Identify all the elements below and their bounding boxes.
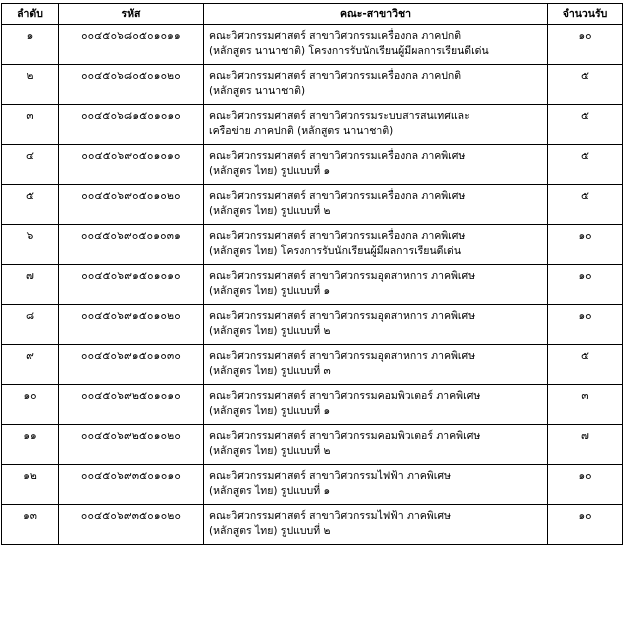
header-quota: จำนวนรับ [548, 4, 623, 25]
faculty-line-2: (หลักสูตร ไทย) รูปแบบที่ ๑ [209, 165, 331, 177]
row-order: ๑๑ [2, 425, 59, 465]
header-order: ลำดับ [2, 4, 59, 25]
row-code: ๐๐๔๕๐๖๙๑๕๐๑๐๑๐ [59, 265, 204, 305]
row-order: ๑๓ [2, 505, 59, 545]
row-faculty-major [204, 185, 548, 225]
row-quota: ๑๐ [548, 265, 623, 305]
faculty-line-1: คณะวิศวกรรมศาสตร์ สาขาวิศวกรรมไฟฟ้า ภาคพิเศษ [209, 470, 451, 482]
row-quota: ๕ [548, 65, 623, 105]
row-order: ๙ [2, 345, 59, 385]
table-header-row [2, 4, 623, 25]
row-faculty-major [204, 145, 548, 185]
row-quota: ๗ [548, 425, 623, 465]
faculty-line-2: (หลักสูตร ไทย) รูปแบบที่ ๒ [209, 205, 331, 217]
row-code: ๐๐๔๕๐๖๙๐๕๐๑๐๑๐ [59, 145, 204, 185]
row-quota: ๕ [548, 145, 623, 185]
faculty-line-2: (หลักสูตร ไทย) รูปแบบที่ ๒ [209, 525, 331, 537]
row-order: ๘ [2, 305, 59, 345]
row-order: ๑ [2, 25, 59, 65]
faculty-line-1: คณะวิศวกรรมศาสตร์ สาขาวิศวกรรมเครื่องกล ภาคปกติ [209, 30, 462, 42]
row-faculty-major [204, 225, 548, 265]
faculty-line-1: คณะวิศวกรรมศาสตร์ สาขาวิศวกรรมอุตสาหการ ภาคพิเศษ [209, 270, 476, 282]
faculty-line-2: (หลักสูตร ไทย) รูปแบบที่ ๑ [209, 485, 331, 497]
row-order: ๗ [2, 265, 59, 305]
row-faculty-major [204, 25, 548, 65]
row-faculty-major [204, 105, 548, 145]
row-faculty-major [204, 345, 548, 385]
row-code: ๐๐๔๕๐๖๙๐๕๐๑๐๓๑ [59, 225, 204, 265]
faculty-line-1: คณะวิศวกรรมศาสตร์ สาขาวิศวกรรมคอมพิวเตอร์ ภาคพิเศษ [209, 390, 481, 402]
row-code: ๐๐๔๕๐๖๙๑๕๐๑๐๒๐ [59, 305, 204, 345]
faculty-line-1: คณะวิศวกรรมศาสตร์ สาขาวิศวกรรมระบบสารสนเทศและ [209, 110, 470, 122]
table-row [2, 225, 623, 265]
faculty-line-2: (หลักสูตร นานาชาติ) [209, 85, 306, 97]
faculty-line-2: (หลักสูตร ไทย) รูปแบบที่ ๒ [209, 325, 331, 337]
table-row [2, 265, 623, 305]
row-code: ๐๐๔๕๐๖๙๐๕๐๑๐๒๐ [59, 185, 204, 225]
table-row [2, 105, 623, 145]
table-row [2, 25, 623, 65]
row-quota: ๓ [548, 385, 623, 425]
row-order: ๓ [2, 105, 59, 145]
row-code: ๐๐๔๕๐๖๙๒๕๐๑๐๒๐ [59, 425, 204, 465]
table-row [2, 465, 623, 505]
row-faculty-major [204, 65, 548, 105]
faculty-line-1: คณะวิศวกรรมศาสตร์ สาขาวิศวกรรมอุตสาหการ ภาคพิเศษ [209, 310, 476, 322]
row-code: ๐๐๔๕๐๖๙๓๕๐๑๐๒๐ [59, 505, 204, 545]
row-code: ๐๐๔๕๐๖๘๐๕๐๑๐๒๐ [59, 65, 204, 105]
faculty-line-2: (หลักสูตร ไทย) รูปแบบที่ ๑ [209, 285, 331, 297]
faculty-line-1: คณะวิศวกรรมศาสตร์ สาขาวิศวกรรมเครื่องกล ภาคปกติ [209, 70, 462, 82]
faculty-line-1: คณะวิศวกรรมศาสตร์ สาขาวิศวกรรมไฟฟ้า ภาคพิเศษ [209, 510, 451, 522]
row-code: ๐๐๔๕๐๖๙๒๕๐๑๐๑๐ [59, 385, 204, 425]
row-order: ๖ [2, 225, 59, 265]
faculty-line-2: (หลักสูตร ไทย) รูปแบบที่ ๑ [209, 405, 331, 417]
row-quota: ๕ [548, 185, 623, 225]
faculty-line-1: คณะวิศวกรรมศาสตร์ สาขาวิศวกรรมเครื่องกล ภาคพิเศษ [209, 150, 466, 162]
row-order: ๕ [2, 185, 59, 225]
table-row [2, 345, 623, 385]
admission-quota-table [1, 3, 623, 545]
table-row [2, 305, 623, 345]
faculty-line-1: คณะวิศวกรรมศาสตร์ สาขาวิศวกรรมคอมพิวเตอร์ ภาคพิเศษ [209, 430, 481, 442]
faculty-line-2: (หลักสูตร ไทย) รูปแบบที่ ๒ [209, 445, 331, 457]
faculty-line-2: (หลักสูตร ไทย) โครงการรับนักเรียนผู้มีผลการเรียนดีเด่น [209, 245, 462, 257]
header-code: รหัส [59, 4, 204, 25]
table-row [2, 425, 623, 465]
row-quota: ๑๐ [548, 505, 623, 545]
row-code: ๐๐๔๕๐๖๙๓๕๐๑๐๑๐ [59, 465, 204, 505]
faculty-line-1: คณะวิศวกรรมศาสตร์ สาขาวิศวกรรมอุตสาหการ ภาคพิเศษ [209, 350, 476, 362]
table-body [2, 25, 623, 545]
row-faculty-major [204, 425, 548, 465]
row-quota: ๑๐ [548, 25, 623, 65]
row-order: ๑๒ [2, 465, 59, 505]
row-quota: ๕ [548, 105, 623, 145]
row-order: ๔ [2, 145, 59, 185]
row-code: ๐๐๔๕๐๖๘๑๕๐๑๐๑๐ [59, 105, 204, 145]
faculty-line-1: คณะวิศวกรรมศาสตร์ สาขาวิศวกรรมเครื่องกล ภาคพิเศษ [209, 230, 466, 242]
table-row [2, 385, 623, 425]
row-quota: ๑๐ [548, 225, 623, 265]
table-row [2, 185, 623, 225]
row-quota: ๑๐ [548, 305, 623, 345]
row-order: ๒ [2, 65, 59, 105]
table-row [2, 65, 623, 105]
row-faculty-major [204, 505, 548, 545]
row-order: ๑๐ [2, 385, 59, 425]
row-code: ๐๐๔๕๐๖๘๐๕๐๑๐๑๑ [59, 25, 204, 65]
faculty-line-2: เครือข่าย ภาคปกติ (หลักสูตร นานาชาติ) [209, 125, 394, 137]
row-quota: ๕ [548, 345, 623, 385]
table-row [2, 145, 623, 185]
row-faculty-major [204, 305, 548, 345]
row-faculty-major [204, 265, 548, 305]
table-row [2, 505, 623, 545]
row-faculty-major [204, 385, 548, 425]
faculty-line-1: คณะวิศวกรรมศาสตร์ สาขาวิศวกรรมเครื่องกล ภาคพิเศษ [209, 190, 466, 202]
row-quota: ๑๐ [548, 465, 623, 505]
faculty-line-2: (หลักสูตร นานาชาติ) โครงการรับนักเรียนผู้มีผลการเรียนดีเด่น [209, 45, 489, 57]
header-faculty-major: คณะ-สาขาวิชา [204, 4, 548, 25]
row-code: ๐๐๔๕๐๖๙๑๕๐๑๐๓๐ [59, 345, 204, 385]
faculty-line-2: (หลักสูตร ไทย) รูปแบบที่ ๓ [209, 365, 331, 377]
row-faculty-major [204, 465, 548, 505]
